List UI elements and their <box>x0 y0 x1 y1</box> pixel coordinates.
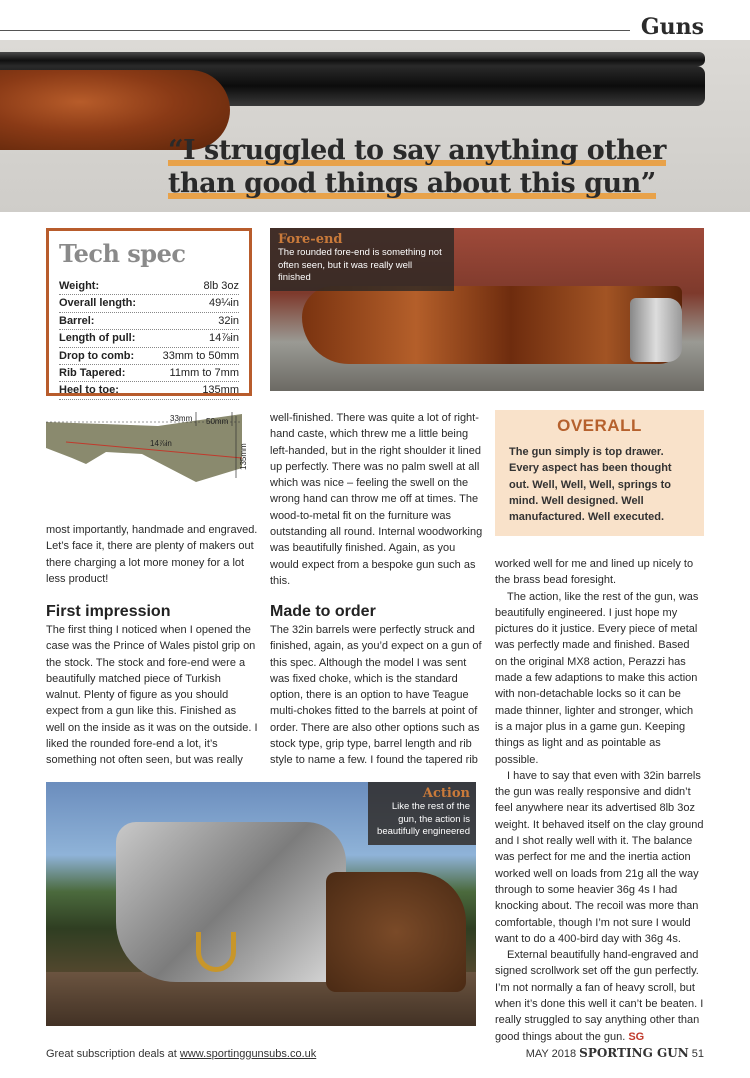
overall-text: The gun simply is top drawer. Every aspect has been thought out. Well, Well, Well, springs to mind. Well designed. Well manufactured. Well executed. <box>509 446 672 524</box>
tech-spec-value: 14⅞in <box>209 332 239 345</box>
action-caption-text: Like the rest of the gun, the action is beautifully engineered <box>377 801 470 837</box>
col1-paragraph-0: most importantly, handmade and engraved. Let’s face it, there are plenty of makers out there charging a lot more money for a lot less product! <box>46 524 258 585</box>
col3-paragraph-0: worked well for me and lined up nicely to the brass bead foresight. <box>495 558 694 587</box>
header-rule <box>0 30 630 31</box>
fore-end-caption <box>270 228 454 291</box>
tech-spec-key: Barrel: <box>59 314 95 327</box>
sign-off-mark: SG <box>628 1030 645 1043</box>
fore-end-wood <box>302 286 682 364</box>
col1-paragraph-1: The first thing I noticed when I opened the case was the Prince of Wales pistol grip on the stock. The stock and fore-end were a beautifully matched piece of Turkish walnut. Plenty of figure as you should expect from a gun like this. Finished as well on the inside as it was on the outside. I liked the rounded fore-end a lot, it’s something not often seen, but was really <box>46 624 258 767</box>
footer-folio <box>526 1046 704 1060</box>
action-caption <box>368 782 476 845</box>
column-3 <box>495 556 704 1045</box>
overall-box <box>495 410 704 536</box>
tech-spec-row <box>59 278 239 295</box>
tech-spec-row <box>59 330 239 347</box>
tech-spec-key: Weight: <box>59 280 100 292</box>
overall-title: OVERALL <box>557 416 642 435</box>
tech-spec-key: Drop to comb: <box>59 349 135 362</box>
tech-spec-row <box>59 365 239 382</box>
tech-spec-row <box>59 382 239 399</box>
page-number: 51 <box>691 1048 704 1060</box>
col3-paragraph-3 <box>495 947 704 1045</box>
tech-spec-key: Rib Tapered: <box>59 367 126 380</box>
tech-spec-value: 49¼in <box>209 297 239 310</box>
column-2-body <box>270 622 484 769</box>
tech-spec-value: 32in <box>218 314 239 327</box>
tech-spec-key: Overall length: <box>59 297 137 310</box>
col3-paragraph-2: I have to say that even with 32in barrels the gun was really responsive and didn’t feel anywhere near its advertised 8lb 3oz weight. It behaved itself on the clay ground and I shot really well with it. The balance was perfect for me and the inertia action worked well on loads from 21g all the way through to some heavier 36g 4s I had knocking about. The recoil was more than comfortable, though I’m not sure I would want to do a 400-bird day with 36g 4s. <box>495 769 704 945</box>
footer-magazine-name: SPORTING GUN <box>579 1046 689 1060</box>
tech-spec-value: 33mm to 50mm <box>162 349 239 362</box>
tech-spec-value: 11mm to 7mm <box>169 367 239 380</box>
tech-spec-row <box>59 295 239 312</box>
tech-spec-key: Heel to toe: <box>59 384 119 397</box>
col2-paragraph-1: The 32in barrels were perfectly struck and finished, again, as you’d expect on a gun of this spec. Although the model I was sent was fixed choke, which is the standard option, there is an option to have Teague multi-chokes fitted to the barrels at point of order. There are also other options such as stock type, grip type, barrel length and rib style to name a few. I found the tapered rib <box>270 624 482 767</box>
footer-subscription-text: Great subscription deals at <box>46 1048 180 1060</box>
tech-spec-box <box>46 228 252 396</box>
diagram-heel-label: 50mm <box>206 417 229 426</box>
heading-made-to-order: Made to order <box>270 603 376 620</box>
fore-end-iron <box>630 298 682 362</box>
action-photo-grip <box>326 872 466 992</box>
footer-date: MAY 2018 <box>525 1048 577 1060</box>
tech-spec-title: Tech spec <box>59 239 186 268</box>
diagram-toe-label: 135mm <box>239 443 248 470</box>
tech-spec-value: 135mm <box>202 384 239 397</box>
fore-end-caption-text: The rounded fore-end is something not often seen, but it was really well finished <box>278 247 442 283</box>
col2-paragraph-0: well-finished. There was quite a lot of right-hand caste, which threw me a little being left-handed, but in the right shoulder it lined up perfectly. There was no palm swell at all which was nice – feeling the swell on the wrong hand can throw me off at times. The wood-to-metal fit on the furniture was outstanding all round. Internal woodworking was beautifully finished. Again, as you would expect from a bespoke gun such as this. <box>270 412 483 587</box>
column-1-body <box>46 622 258 769</box>
diagram-comb-label: 33mm <box>170 414 193 423</box>
col3-paragraph-1: The action, like the rest of the gun, was beautifully engineered. I just hope my pictures do it justice. Every piece of metal was perfectly made and finished. Based on the original MX8 action, Perazzi has made a few adaptions to make this action with non-detachable locks so it can be made thinner, lighter and stronger, which is a major plus in a game gun. Keeping things as light and as pointable as possible. <box>495 590 699 766</box>
pull-quote <box>168 134 708 200</box>
action-photo-trigger-guard <box>196 932 236 972</box>
stock-diagram <box>46 408 252 516</box>
tech-spec-row <box>59 348 239 365</box>
fore-end-caption-title: Fore-end <box>278 232 343 247</box>
tech-spec-value: 8lb 3oz <box>203 280 239 292</box>
hero-banner <box>0 40 750 212</box>
footer-subscription <box>46 1048 316 1060</box>
column-2-top <box>270 410 484 589</box>
tech-spec-key: Length of pull: <box>59 332 136 345</box>
tech-spec-row <box>59 313 239 330</box>
column-1-top <box>46 522 258 587</box>
diagram-pull-label: 14⅞in <box>150 439 172 448</box>
col3-paragraph-3-text: External beautifully hand-engraved and signed scrollwork set off the gun perfectly. I’m not normally a fan of heavy scroll, but when it’s done this well it can’t be beaten. I really struggled to say anything other than good things about the gun. <box>495 949 704 1043</box>
tech-spec-table <box>59 278 239 400</box>
pull-quote-line-2: than good things about this gun” <box>168 168 656 199</box>
subscription-link[interactable]: www.sportinggunsubs.co.uk <box>179 1048 317 1060</box>
heading-first-impression: First impression <box>46 603 171 620</box>
pull-quote-line-1: “I struggled to say anything other <box>168 135 666 166</box>
gun-barrel-image <box>0 52 705 66</box>
action-caption-title: Action <box>422 786 470 801</box>
section-title: Guns <box>640 14 704 40</box>
